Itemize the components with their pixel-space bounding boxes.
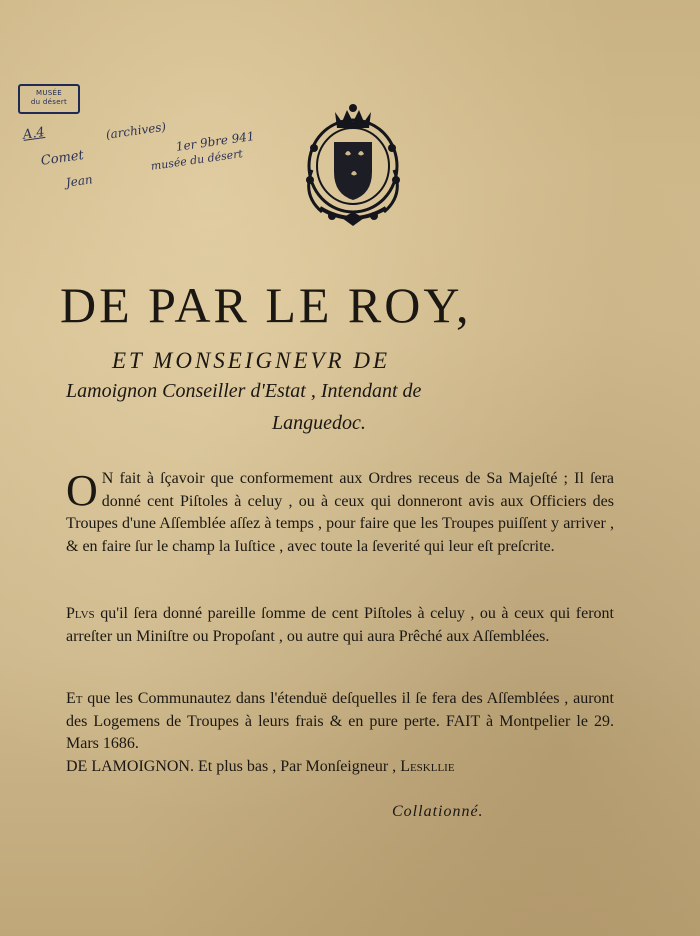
handwritten-ref: A.4 — [22, 124, 46, 143]
paragraph-1-text: N fait à ſçavoir que conformement aux Ordres receus de Sa Majeſté ; Il ſera donné cent Piſtoles à celuy , ou à ceux qui donneront avis aux Officiers des Troupes d'une Aſſemblée aſſez à temps , pour faire que les Troupes puiſſent y arriver , & en faire ſur le champ la Iuſtice , avec toute la ſeverité qui leur eſt preſcrite. — [66, 470, 614, 555]
paragraph-3 — [66, 688, 614, 778]
paragraph-2-text: qu'il ſera donné pareille ſomme de cent Piſtoles à celuy , ou à ceux qui feront arreſter un Miniſtre ou Propoſant , ou autre qui aura Prêché aux Aſſemblées. — [66, 605, 614, 645]
handwritten-date: 1er 9bre 941 — [175, 128, 256, 154]
handwritten-name2: Jean — [65, 172, 94, 190]
secretary-name: Leskllie — [400, 757, 455, 775]
drop-cap: O — [66, 466, 98, 515]
handwritten-musee: musée du désert — [150, 147, 244, 173]
stamp-line-2: du désert — [30, 98, 68, 106]
paragraph-2 — [66, 603, 614, 648]
fait-word: FAIT — [439, 712, 480, 730]
proclamation-subtitle: ET MONSEIGNEVR DE — [112, 348, 391, 373]
province-line: Languedoc. — [272, 412, 366, 434]
date-line: à Montpelier le 29. Mars 1686. — [66, 712, 614, 752]
paragraph-3-text: que les Communautez dans l'étenduë deſquelles il ſe fera des Aſſemblées , auront des Logemens de Troupes à leurs frais & en pure perte. — [66, 690, 614, 730]
closing-text: Et plus bas , Par Monſeigneur , — [193, 757, 401, 775]
handwritten-archives: (archives) — [105, 119, 167, 142]
intendant-line: Lamoignon Conseiller d'Estat , Intendant de — [66, 380, 422, 402]
stamp-line-1: MUSÉE — [36, 89, 62, 97]
museum-stamp — [18, 84, 80, 114]
royal-coat-of-arms-icon — [292, 100, 414, 228]
paragraph-2-lead: Plvs — [66, 605, 95, 622]
signature-name: DE LAMOIGNON. — [66, 757, 194, 775]
collationne-note: Collationné. — [392, 803, 484, 820]
proclamation-title: DE PAR LE ROY, — [60, 277, 472, 333]
paragraph-1 — [66, 468, 614, 558]
handwritten-name1: Comet — [40, 148, 85, 169]
paragraph-3-lead: Et — [66, 690, 83, 707]
